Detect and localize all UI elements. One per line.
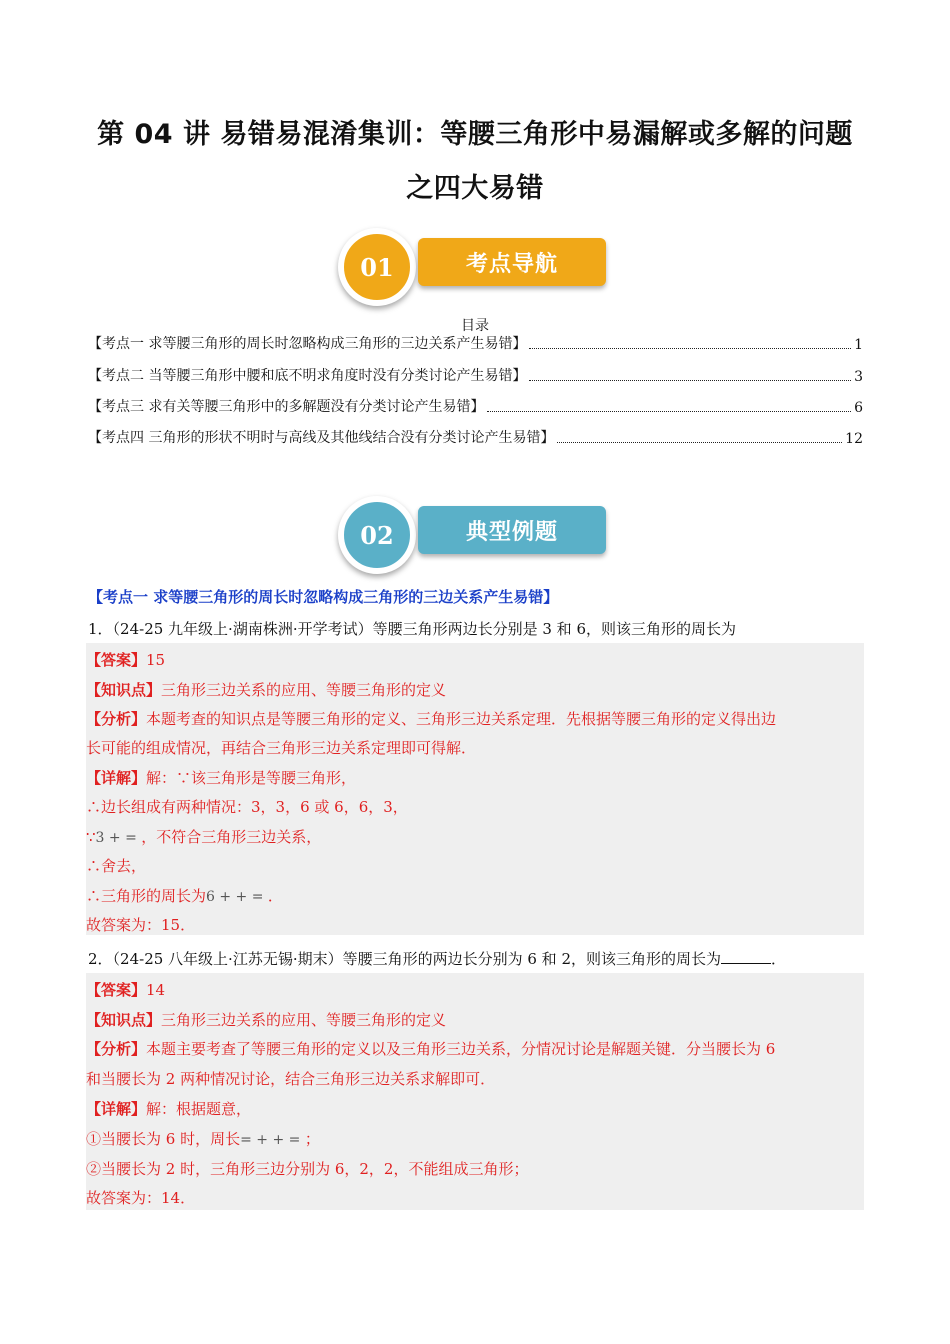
answer-label: 【答案】: [86, 981, 147, 999]
analysis-line: [86, 708, 776, 729]
math-expression: = + + =: [240, 1132, 305, 1148]
detail-line-2: [86, 1128, 320, 1149]
because-symbol: ∵: [86, 828, 96, 846]
toc-leader: [529, 348, 851, 349]
question-2-stem: [88, 948, 868, 969]
toc-heading: 目录: [461, 318, 489, 334]
analysis-line: [86, 1038, 775, 1059]
math-expression: 6 + + =: [206, 889, 268, 905]
detail-text: ．: [267, 887, 283, 905]
toc-page: 6: [854, 400, 863, 416]
analysis-line-2: 长可能的组成情况，再结合三角形三边关系定理即可得解．: [86, 739, 477, 757]
section-heading: 【考点一 求等腰三角形的周长时忽略构成三角形的三边关系产生易错】: [88, 588, 559, 606]
toc-leader: [557, 442, 842, 443]
detail-label: 【详解】: [86, 769, 147, 787]
knowledge-line: [86, 679, 446, 700]
detail-text: ；: [304, 1130, 320, 1148]
page-title-line2: 之四大易错: [406, 173, 544, 204]
knowledge-label: 【知识点】: [86, 681, 162, 699]
toc-item-text: 【考点一 求等腰三角形的周长时忽略构成三角形的三边关系产生易错】: [88, 336, 527, 352]
toc-page: 3: [854, 369, 863, 385]
question-1-stem: 1．（24-25 九年级上·湖南株洲·开学考试）等腰三角形两边长分别是 3 和 6，则该三角形的周长为: [88, 620, 736, 638]
badge-label: 典型例题: [418, 506, 606, 554]
detail-label: 【详解】: [86, 1100, 147, 1118]
detail-line-3: ②当腰长为 2 时，三角形三边分别为 6，2，2，不能组成三角形；: [86, 1160, 529, 1178]
page-title-line1: 第 04 讲 易错易混淆集训：等腰三角形中易漏解或多解的问题: [97, 119, 853, 150]
analysis-text: 本题主要考查了等腰三角形的定义以及三角形三边关系，分情况讨论是解题关键．分当腰长为 6: [146, 1040, 776, 1058]
analysis-text: 本题考查的知识点是等腰三角形的定义、三角形三边关系定理．先根据等腰三角形的定义得出边: [146, 710, 777, 728]
answer-value: 14: [146, 981, 166, 999]
toc-page: 12: [845, 431, 863, 447]
toc-item-text: 【考点四 三角形的形状不明时与高线及其他线结合没有分类讨论产生易错】: [88, 430, 555, 446]
analysis-label: 【分析】: [86, 1040, 147, 1058]
toc-item[interactable]: [88, 365, 863, 385]
answer-block-1: [86, 643, 864, 935]
analysis-line-2: 和当腰长为 2 两种情况讨论，结合三角形三边关系求解即可．: [86, 1070, 496, 1088]
badge-number: 02: [338, 496, 416, 574]
detail-text: ∴三角形的周长为: [86, 887, 207, 905]
section-badge-examples: [338, 500, 608, 570]
toc-item[interactable]: [88, 333, 863, 353]
badge-label: 考点导航: [418, 238, 606, 286]
answer-blank[interactable]: [721, 949, 771, 964]
detail-line-2: ∴边长组成有两种情况：3，3，6 或 6，6，3，: [86, 798, 408, 816]
detail-line-4: 故答案为：14．: [86, 1189, 196, 1207]
detail-text: ①当腰长为 6 时，周长: [86, 1130, 241, 1148]
question-text: 2．（24-25 八年级上·江苏无锡·期末）等腰三角形的两边长分别为 6 和 2，则该三角形的周长为: [88, 950, 721, 968]
answer-line: [86, 649, 165, 670]
toc-leader: [529, 380, 851, 381]
knowledge-label: 【知识点】: [86, 1011, 162, 1029]
answer-block-2: [86, 973, 864, 1210]
toc-item[interactable]: [88, 396, 863, 416]
math-expression: 3 + =: [95, 830, 142, 846]
question-end: ．: [771, 950, 787, 968]
toc-leader: [487, 411, 851, 412]
detail-line-6: 故答案为：15．: [86, 916, 196, 934]
detail-line-4: ∴舍去，: [86, 857, 147, 875]
section-badge-nav: [338, 232, 608, 302]
detail-line-3: [86, 826, 321, 847]
knowledge-line: [86, 1009, 446, 1030]
detail-line: [86, 767, 356, 788]
toc-item[interactable]: [88, 427, 863, 447]
toc-item-text: 【考点三 求有关等腰三角形中的多解题没有分类讨论产生易错】: [88, 399, 485, 415]
knowledge-text: 三角形三边关系的应用、等腰三角形的定义: [161, 681, 447, 699]
detail-text: 解：根据题意，: [146, 1100, 252, 1118]
toc-page: 1: [854, 337, 863, 353]
knowledge-text: 三角形三边关系的应用、等腰三角形的定义: [161, 1011, 447, 1029]
analysis-label: 【分析】: [86, 710, 147, 728]
detail-line: [86, 1098, 251, 1119]
answer-line: [86, 979, 165, 1000]
badge-number: 01: [338, 228, 416, 306]
detail-text: 解：∵该三角形是等腰三角形，: [146, 769, 357, 787]
answer-label: 【答案】: [86, 651, 147, 669]
answer-value: 15: [146, 651, 166, 669]
detail-text: ，不符合三角形三边关系，: [141, 828, 322, 846]
detail-line-5: [86, 885, 283, 906]
toc-item-text: 【考点二 当等腰三角形中腰和底不明求角度时没有分类讨论产生易错】: [88, 368, 527, 384]
